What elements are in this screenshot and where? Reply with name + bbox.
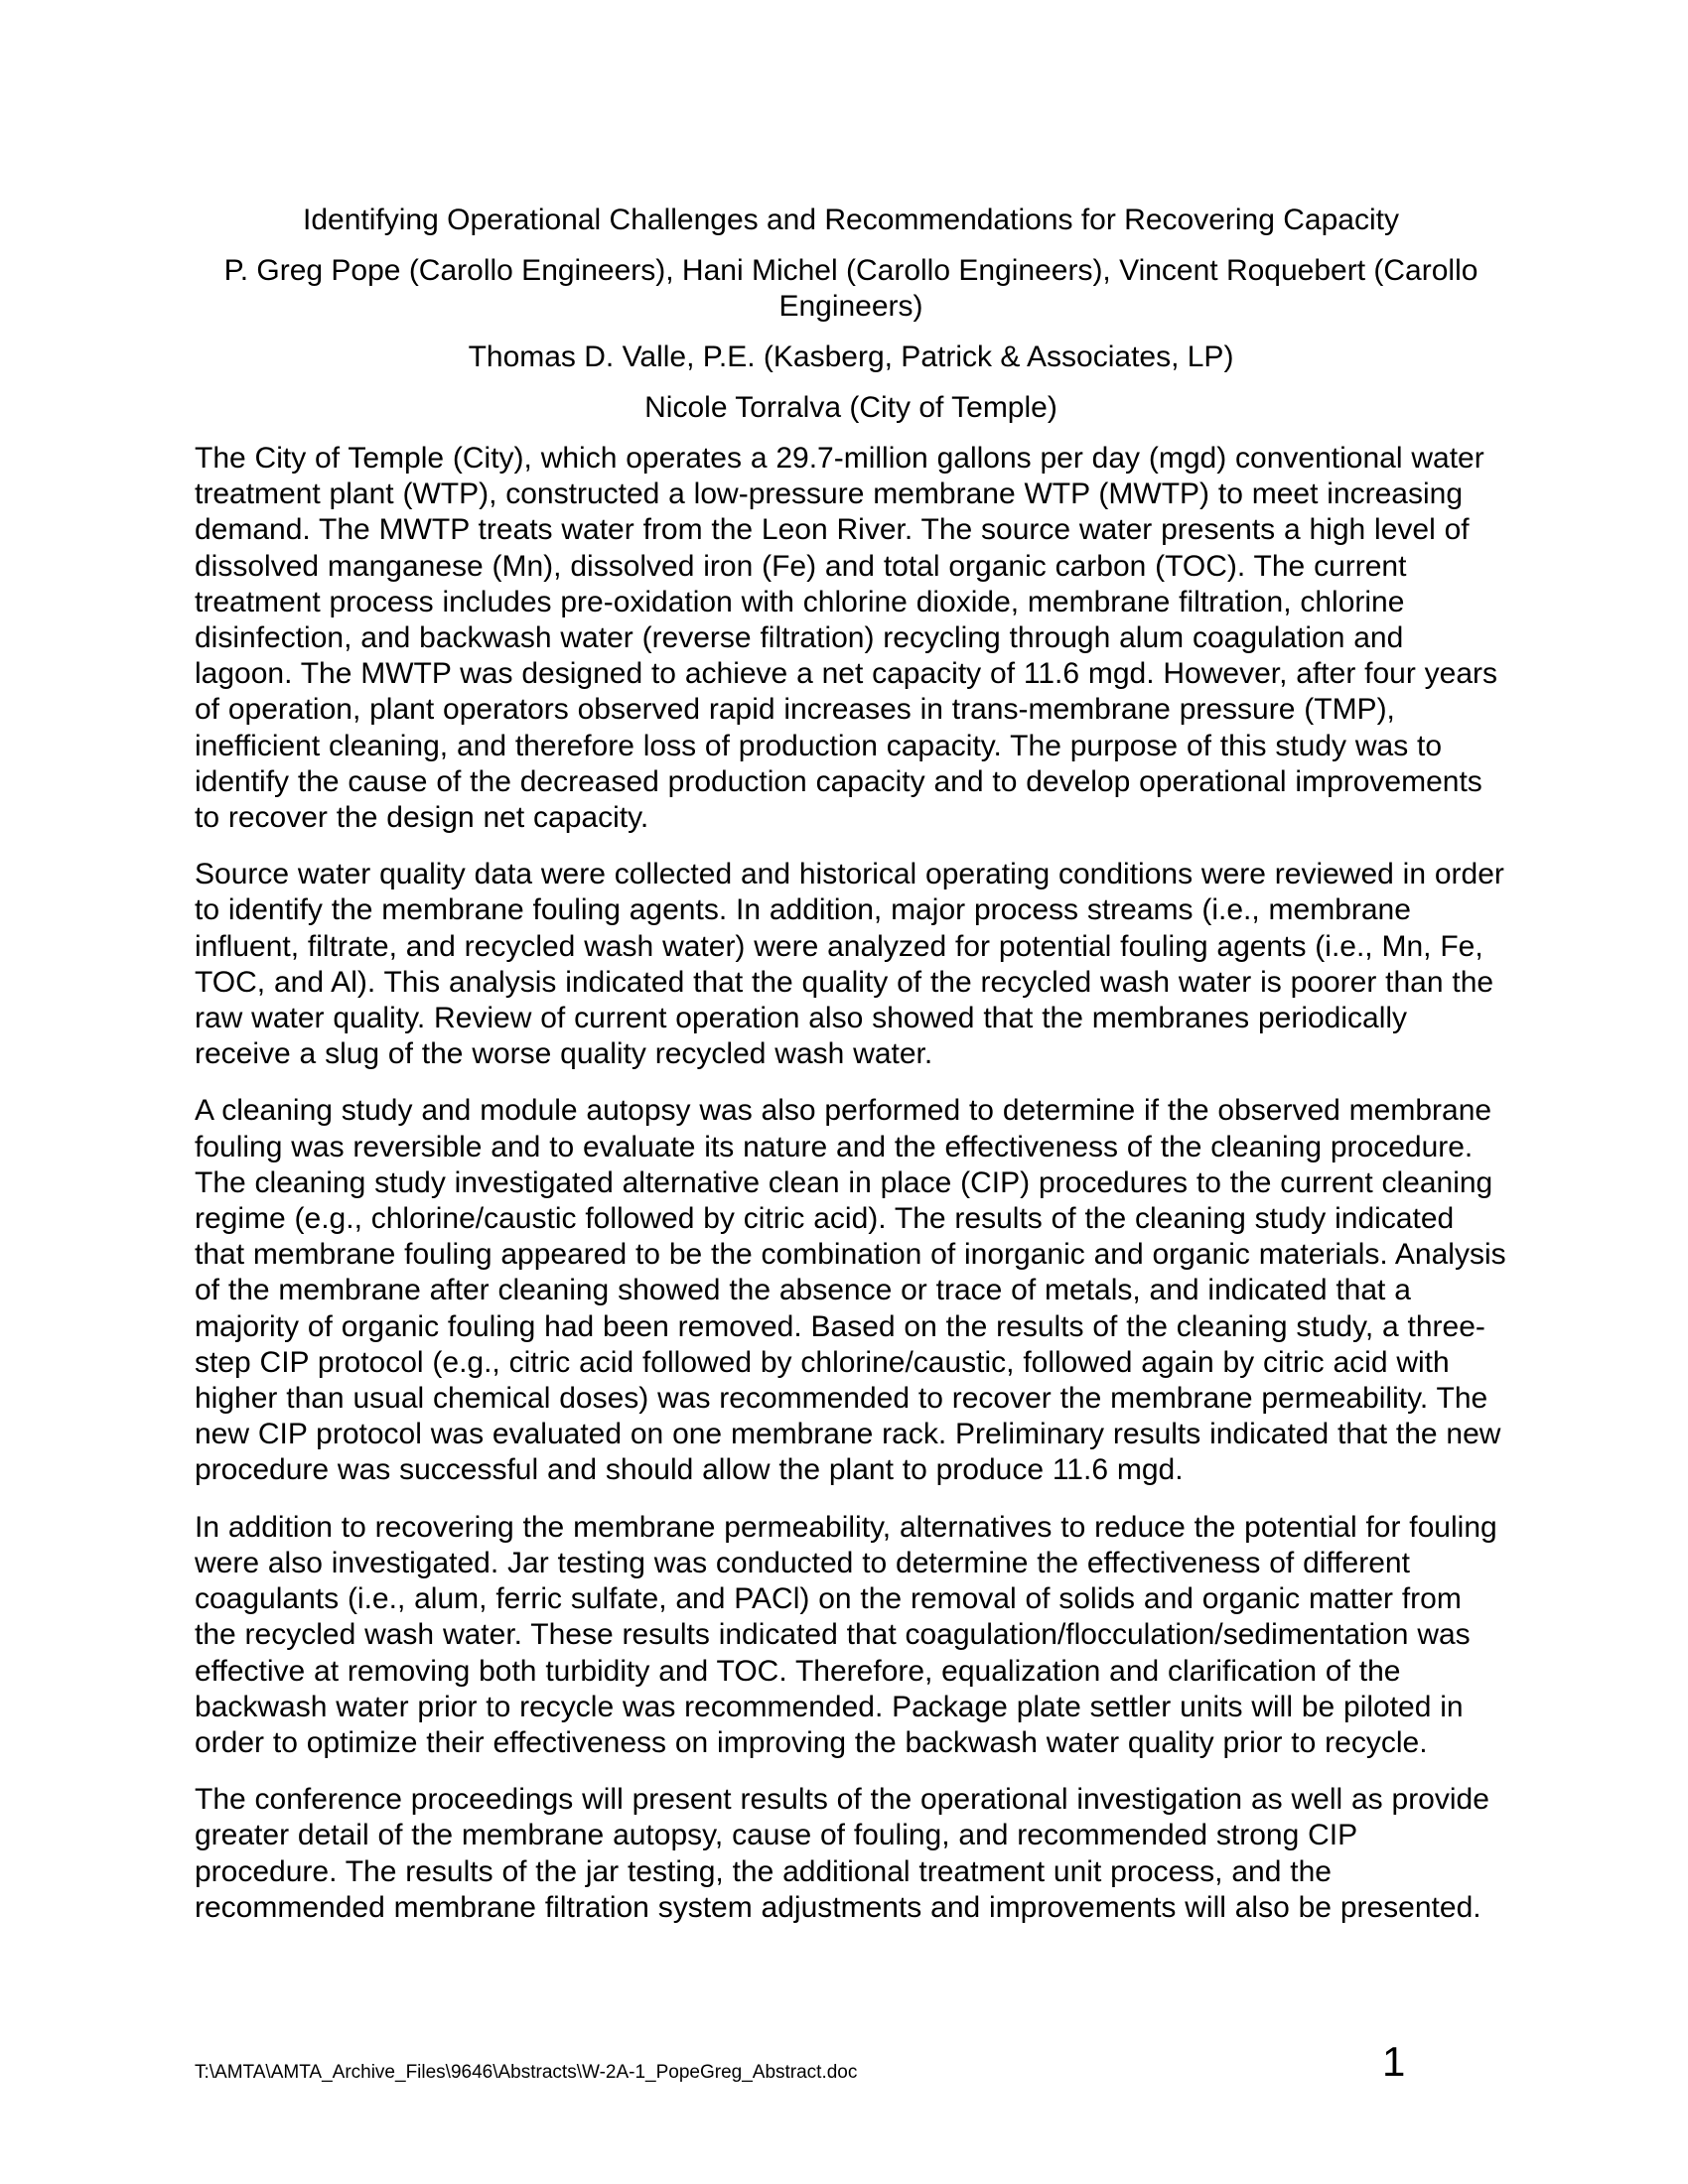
abstract-paragraph-3: A cleaning study and module autopsy was also performed to determine if the observed membrane fouling was reversible and to evaluate its nature and the effectiveness of the cleaning procedure. The cleaning study investigated alternative clean in place (CIP) procedures to the current cleaning regime (e.g., chlorine/caustic followed by citric acid). The results of the cleaning study indicated that membrane fouling appeared to be the combination of inorganic and organic materials. Analysis of the membrane after cleaning showed the absence or trace of metals, and indicated that a majority of organic fouling had been removed. Based on the results of the cleaning study, a three-step CIP protocol (e.g., citric acid followed by chlorine/caustic, followed again by citric acid with higher than usual chemical doses) was recommended to recover the membrane permeability. The new CIP protocol was evaluated on one membrane rack. Preliminary results indicated that the new procedure was successful and should allow the plant to produce 11.6 mgd.	[195, 1094, 1506, 1487]
abstract-paragraph-5: The conference proceedings will present results of the operational investigation as well as provide greater detail of the membrane autopsy, cause of fouling, and recommended strong CIP procedure. The results of the jar testing, the additional treatment unit process, and the recommended membrane filtration system adjustments and improvements will also be presented.	[195, 1783, 1489, 1924]
document-content	[195, 203, 1507, 1947]
footer-page-number: 1	[1382, 2038, 1406, 2085]
footer-file-path: T:\AMTA\AMTA_Archive_Files\9646\Abstracts\W-2A-1_PopeGreg_Abstract.doc	[195, 2062, 858, 2083]
abstract-paragraph-1: The City of Temple (City), which operates a 29.7-million gallons per day (mgd) conventional water treatment plant (WTP), constructed a low-pressure membrane WTP (MWTP) to meet increasing demand. The MWTP treats water from the Leon River. The source water presents a high level of dissolved manganese (Mn), dissolved iron (Fe) and total organic carbon (TOC). The current treatment process includes pre-oxidation with chlorine dioxide, membrane filtration, chlorine disinfection, and backwash water (reverse filtration) recycling through alum coagulation and lagoon. The MWTP was designed to achieve a net capacity of 11.6 mgd. However, after four years of operation, plant operators observed rapid increases in trans-membrane pressure (TMP), inefficient cleaning, and therefore loss of production capacity. The purpose of this study was to identify the cause of the decreased production capacity and to develop operational improvements to recover the design net capacity.	[195, 442, 1498, 835]
abstract-paragraph-4: In addition to recovering the membrane permeability, alternatives to reduce the potential for fouling were also investigated. Jar testing was conducted to determine the effectiveness of different coagulants (i.e., alum, ferric sulfate, and PACl) on the removal of solids and organic matter from the recycled wash water. These results indicated that coagulation/flocculation/sedimentation was effective at removing both turbidity and TOC. Therefore, equalization and clarification of the backwash water prior to recycle was recommended. Package plate settler units will be piloted in order to optimize their effectiveness on improving the backwash water quality prior to recycle.	[195, 1510, 1497, 1759]
author-line-1: P. Greg Pope (Carollo Engineers), Hani Michel (Carollo Engineers), Vincent Roquebert (Carollo Engineers)	[223, 254, 1478, 323]
author-line-3: Nicole Torralva (City of Temple)	[644, 391, 1057, 424]
author-block	[195, 253, 1507, 426]
abstract-paragraph-2: Source water quality data were collected and historical operating conditions were reviewed in order to identify the membrane fouling agents. In addition, major process streams (i.e., membrane influent, filtrate, and recycled wash water) were analyzed for potential fouling agents (i.e., Mn, Fe, TOC, and Al). This analysis indicated that the quality of the recycled wash water is poorer than the raw water quality. Review of current operation also showed that the membranes periodically receive a slug of the worse quality recycled wash water.	[195, 858, 1504, 1071]
document-title: Identifying Operational Challenges and Recommendations for Recovering Capacity	[303, 204, 1399, 236]
author-line-2: Thomas D. Valle, P.E. (Kasberg, Patrick & Associates, LP)	[468, 341, 1234, 373]
